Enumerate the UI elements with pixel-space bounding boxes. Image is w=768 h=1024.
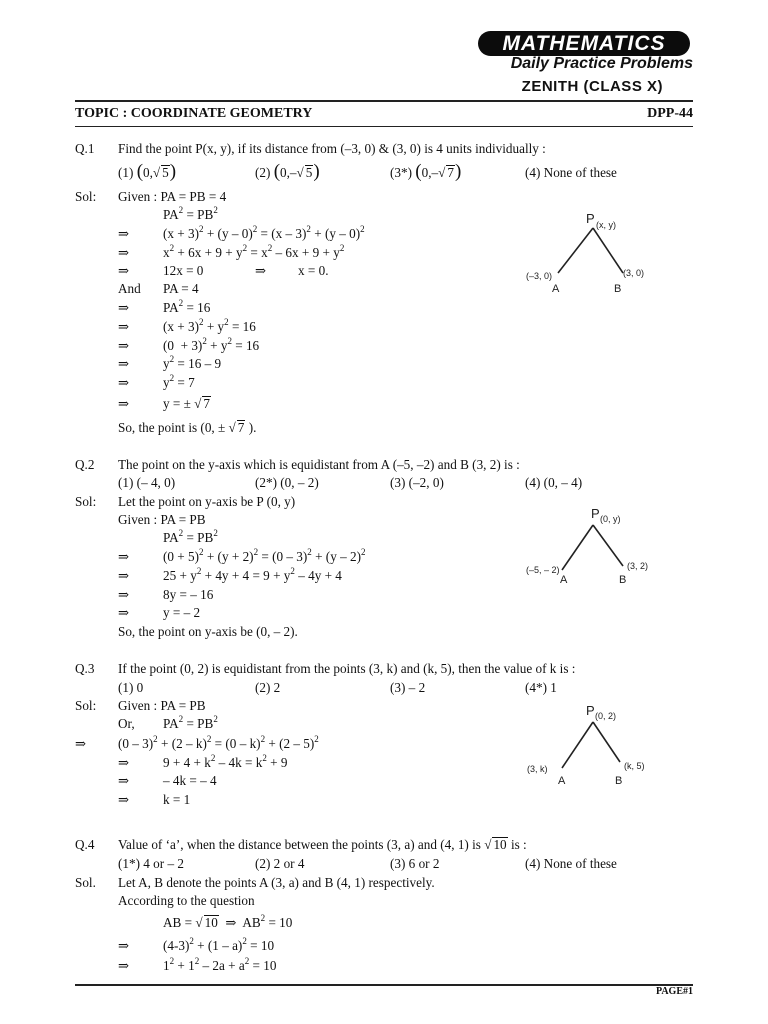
q2-point-b: B [619,574,627,586]
q1-step-4: $x^2 + 6x + 9 + y^2 = x^2 - 6x + 9 + y^2$ [163,243,345,260]
q3-option-1: (1) 0 [118,680,144,695]
q1-step-7: $PA^2 = 16$ [163,298,211,315]
q3-or: Or, [118,716,135,731]
q4-option-4: (4) None of these [525,856,617,871]
implies-icon: ⇒ [118,300,130,315]
subtitle: Daily Practice Problems [510,55,693,72]
q4-text: Value of ‘a’, when the distance between the points (3, a) and (4, 1) is √ 10 is : [118,837,527,852]
q1-option-4: (4) None of these [525,165,617,180]
q2-triangle-diagram [520,503,660,595]
q1-step-8: $(x + 3)^2 + y^2 = 16$ [163,317,256,334]
q1-step-5b: x = 0. [298,263,329,278]
q1-triangle-diagram [520,206,660,298]
q4-step-2: According to the question [118,893,255,908]
q1-point-p: P [586,211,595,226]
implies-icon: ⇒ [118,356,130,371]
implies-icon: ⇒ [118,375,130,390]
q2-step-2: Given : PA = PB [118,512,206,527]
q1-step-11: $y^2 = 7$ [163,373,195,390]
q4-step-3: AB = √ 10 ⇒ $AB^2 = 10$ [163,913,293,930]
implies-icon: ⇒ [75,736,87,751]
q4-step-5: $1^2 + 1^2 - 2a + a^2 = 10$ [163,956,277,973]
q4-sol-label: Sol. [75,875,96,890]
q4-option-1: (1*) 4 or – 2 [118,856,184,871]
q3-point-a-coord: (3, k) [527,764,548,774]
q1-point-p-coord: (x, y) [596,220,616,230]
q1-step-9: $(0 + 3)^2 + y^2 = 16$ [163,336,260,353]
q1-point-b-coord: (3, 0) [623,268,645,278]
q2-option-3: (3) (–2, 0) [390,475,444,490]
q3-point-b: B [615,775,623,787]
q2-point-p: P [591,506,600,521]
q2-point-b-coord: (3, 2) [627,561,649,571]
q2-label: Q.2 [75,457,95,472]
q3-point-b-coord: (k, 5) [624,761,645,771]
q1-point-b: B [614,283,622,295]
q1-point-a-coord: (–3, 0) [526,271,553,281]
q1-and: And [118,281,141,296]
q3-point-p: P [586,703,595,718]
q3-step-1: Given : PA = PB [118,698,206,713]
implies-icon: ⇒ [118,338,130,353]
q2-option-1: (1) (– 4, 0) [118,475,176,490]
q3-step-5: – 4k = – 4 [163,773,217,788]
implies-icon: ⇒ [118,263,130,278]
subject-banner: MATHEMATICS [478,31,690,56]
implies-icon: ⇒ [118,226,130,241]
q2-step-3: $PA^2 = PB^2$ [163,528,218,545]
class-name: ZENITH (CLASS X) [521,78,663,95]
q4-option-3: (3) 6 or 2 [390,856,440,871]
implies-icon: ⇒ [118,958,130,973]
q2-option-4: (4) (0, – 4) [525,475,583,490]
implies-icon: ⇒ [118,792,130,807]
q4-option-2: (2) 2 or 4 [255,856,305,871]
q2-point-a: A [560,574,568,586]
q1-label: Q.1 [75,141,95,156]
q3-step-6: k = 1 [163,792,191,807]
q3-point-p-coord: (0, 2) [595,711,617,721]
q2-point-a-coord: (–5, – 2) [526,565,560,575]
q1-sol-label: Sol: [75,189,97,204]
q3-label: Q.3 [75,661,95,676]
q1-option-2: (2) (0,–√ 5) [255,161,320,182]
q3-sol-label: Sol: [75,698,97,713]
q2-option-2: (2*) (0, – 2) [255,475,319,490]
implies-icon: ⇒ [118,245,130,260]
header-rule-top [75,100,693,102]
q2-step-4: $(0 + 5)^2 + (y + 2)^2 = (0 - 3)^2 + (y - 2)^2$ [163,547,366,564]
q1-step-12: y = ± √ 7 [163,396,211,411]
q4-step-4: $(4-3)^2 + (1 - a)^2 = 10$ [163,936,275,953]
dpp-number: DPP-44 [647,106,693,121]
q3-triangle-diagram [520,702,660,794]
implies-icon: ⇒ [118,549,130,564]
q2-text: The point on the y-axis which is equidistant from A (–5, –2) and B (3, 2) is : [118,457,520,472]
implies-icon: ⇒ [118,773,130,788]
q2-step-1: Let the point on y-axis be P (0, y) [118,494,296,509]
q1-step-3: $(x + 3)^2 + (y - 0)^2 = (x - 3)^2 + (y - 0)^2$ [163,224,365,241]
q1-option-1: (1) (0,√ 5) [118,161,177,182]
q2-step-5: $25 + y^2 + 4y + 4 = 9 + y^2 - 4y + 4$ [163,566,342,583]
q3-option-4: (4*) 1 [525,680,557,695]
q3-step-3: (0 – 3)$^2$ + (2 – k)$^2$ = (0 – k)$^2$ + (2 – 5)$^2$ [118,734,319,751]
q3-point-a: A [558,775,566,787]
q1-conclusion: So, the point is (0, ± √ 7 ). [118,420,257,435]
footer-rule [75,984,693,986]
implies-icon: ⇒ [118,587,130,602]
q1-option-3: (3*) (0,–√ 7) [390,161,462,182]
q4-step-1: Let A, B denote the points A (3, a) and B (4, 1) respectively. [118,875,435,890]
q1-step-5: 12x = 0 [163,263,204,278]
q2-point-p-coord: (0, y) [600,514,621,524]
q3-step-4: $9 + 4 + k^2 - 4k = k^2 + 9$ [163,753,288,770]
q1-text: Find the point P(x, y), if its distance from (–3, 0) & (3, 0) is 4 units individually : [118,141,546,156]
q2-step-7: y = – 2 [163,605,201,620]
q4-label: Q.4 [75,837,95,852]
q1-step-10: $y^2 = 16 - 9$ [163,354,222,371]
q1-step-2: $PA^2 = PB^2$ [163,205,218,222]
q2-conclusion: So, the point on y-axis be (0, – 2). [118,624,298,639]
implies-icon: ⇒ [118,755,130,770]
topic-title: TOPIC : COORDINATE GEOMETRY [75,106,313,121]
q2-step-6: 8y = – 16 [163,587,214,602]
implies-icon: ⇒ [118,319,130,334]
page-number: PAGE#1 [655,986,693,997]
q2-sol-label: Sol: [75,494,97,509]
q1-step-1: Given : PA = PB = 4 [118,189,227,204]
q3-text: If the point (0, 2) is equidistant from the points (3, k) and (k, 5), then the value of k is : [118,661,576,676]
q3-option-3: (3) – 2 [390,680,426,695]
implies-icon: ⇒ [118,605,130,620]
header-rule-bottom [75,126,693,127]
implies-icon: ⇒ [118,396,130,411]
q3-step-2: $PA^2 = PB^2$ [163,714,218,731]
q1-point-a: A [552,283,560,295]
implies-icon: ⇒ [255,263,267,278]
q3-option-2: (2) 2 [255,680,281,695]
implies-icon: ⇒ [118,568,130,583]
implies-icon: ⇒ [118,938,130,953]
q1-step-6: PA = 4 [163,281,199,296]
